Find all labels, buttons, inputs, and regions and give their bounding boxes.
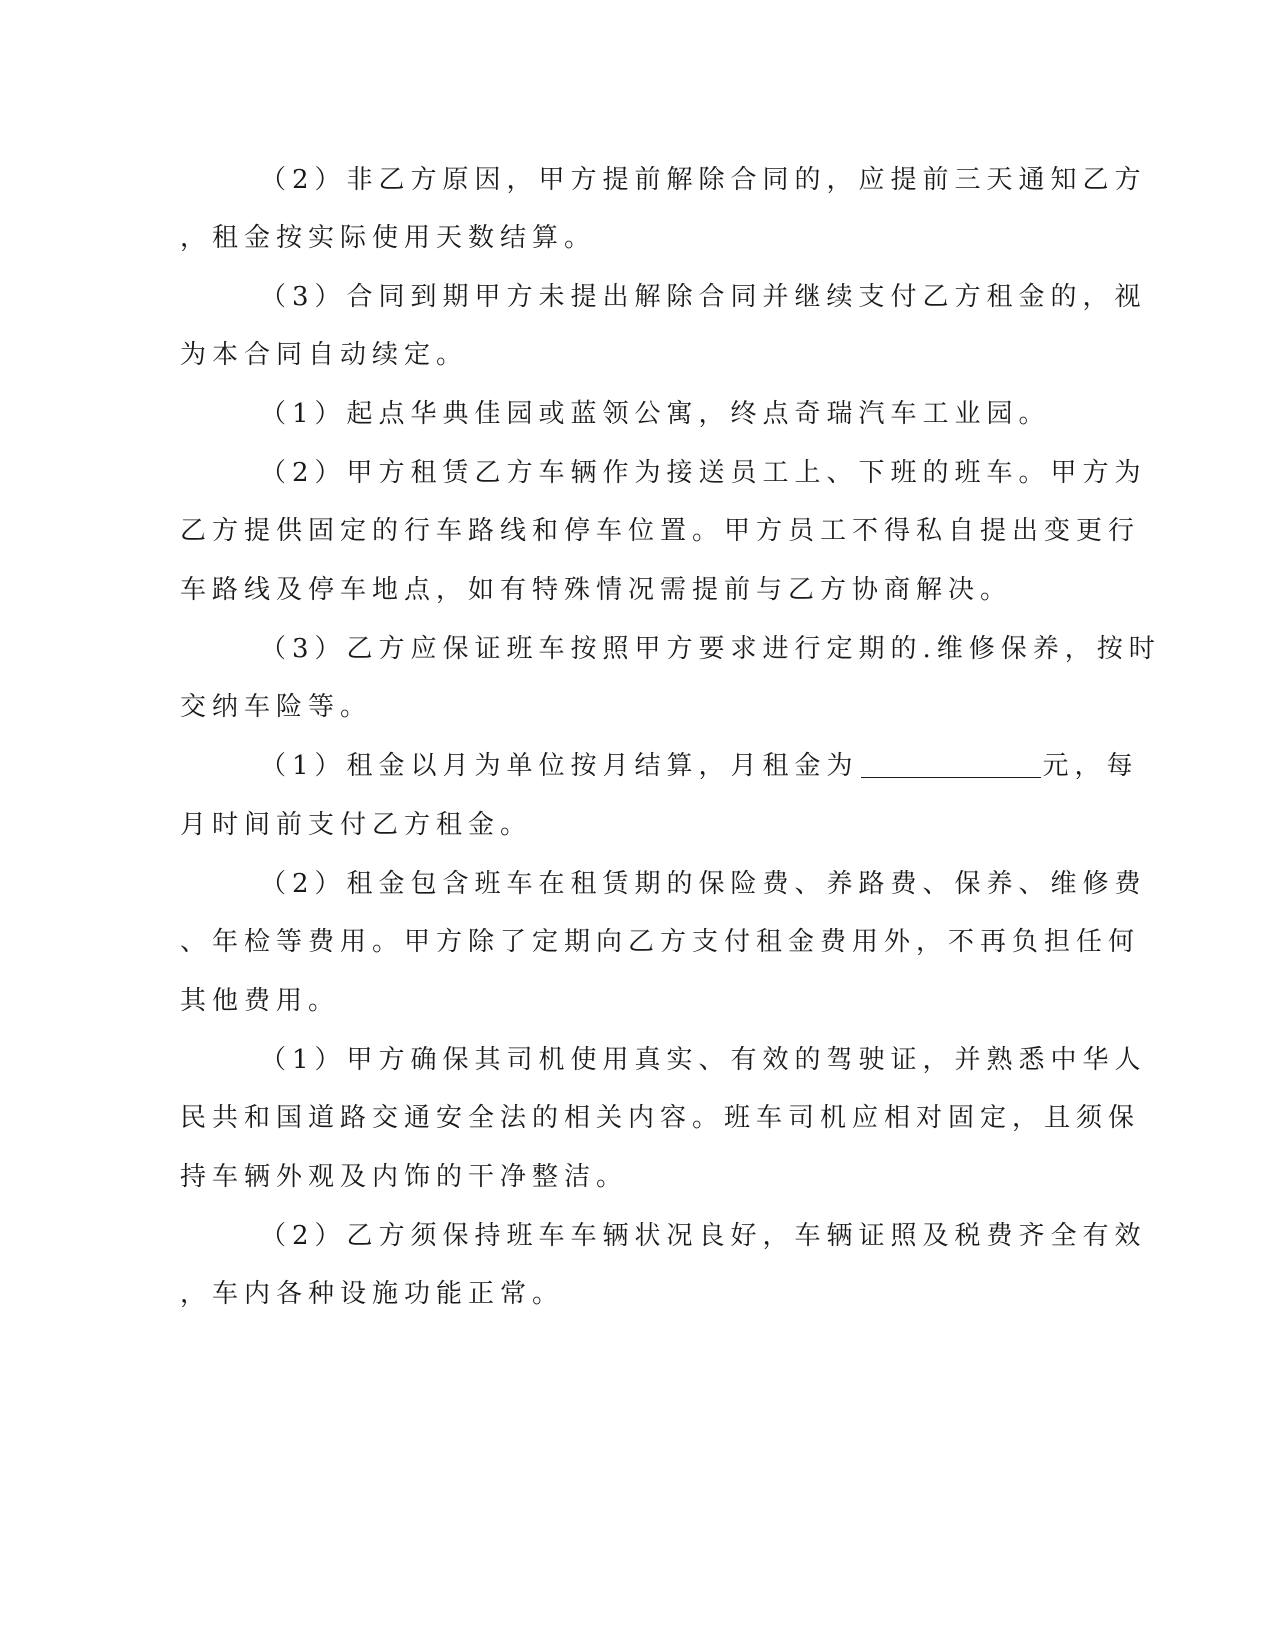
paragraph-line: ，租金按实际使用天数结算。 (180, 223, 597, 253)
paragraph-line: 车路线及停车地点，如有特殊情况需提前与乙方协商解决。 (180, 575, 1013, 605)
paragraph-line: 乙方提供固定的行车路线和停车位置。甲方员工不得私自提出变更行 (180, 516, 1141, 546)
rent-text-before: （1）租金以月为单位按月结算，月租金为 (260, 751, 859, 781)
paragraph-line: 其他费用。 (180, 986, 341, 1016)
paragraph-line: （1）甲方确保其司机使用真实、有效的驾驶证，并熟悉中华人 (260, 1045, 1147, 1075)
paragraph-line: （2）租金包含班车在租赁期的保险费、养路费、保养、维修费 (260, 869, 1147, 899)
paragraph-line: （3）乙方应保证班车按照甲方要求进行定期的.维修保养，按时 (260, 634, 1161, 664)
rent-line (260, 746, 1139, 786)
paragraph-line: 交纳车险等。 (180, 692, 373, 722)
paragraph-line: 月时间前支付乙方租金。 (180, 810, 533, 840)
paragraph-line: 为本合同自动续定。 (180, 340, 469, 370)
paragraph-line: （3）合同到期甲方未提出解除合同并继续支付乙方租金的，视 (260, 282, 1147, 312)
paragraph-line: 持车辆外观及内饰的干净整洁。 (180, 1162, 629, 1192)
paragraph-line: （2）乙方须保持班车车辆状况良好，车辆证照及税费齐全有效 (260, 1221, 1147, 1251)
paragraph-line: ，车内各种设施功能正常。 (180, 1279, 565, 1309)
paragraph-line: （1）起点华典佳园或蓝领公寓，终点奇瑞汽车工业园。 (260, 399, 1051, 429)
paragraph-line: 、年检等费用。甲方除了定期向乙方支付租金费用外，不再负担任何 (180, 927, 1141, 957)
paragraph-line: （2）甲方租赁乙方车辆作为接送员工上、下班的班车。甲方为 (260, 458, 1147, 488)
paragraph-line: （2）非乙方原因，甲方提前解除合同的，应提前三天通知乙方 (260, 165, 1147, 195)
document-page (180, 0, 1161, 1650)
rent-amount-blank (861, 749, 1041, 778)
paragraph-line: 民共和国道路交通安全法的相关内容。班车司机应相对固定，且须保 (180, 1103, 1141, 1133)
rent-text-after: 元，每 (1042, 751, 1139, 781)
